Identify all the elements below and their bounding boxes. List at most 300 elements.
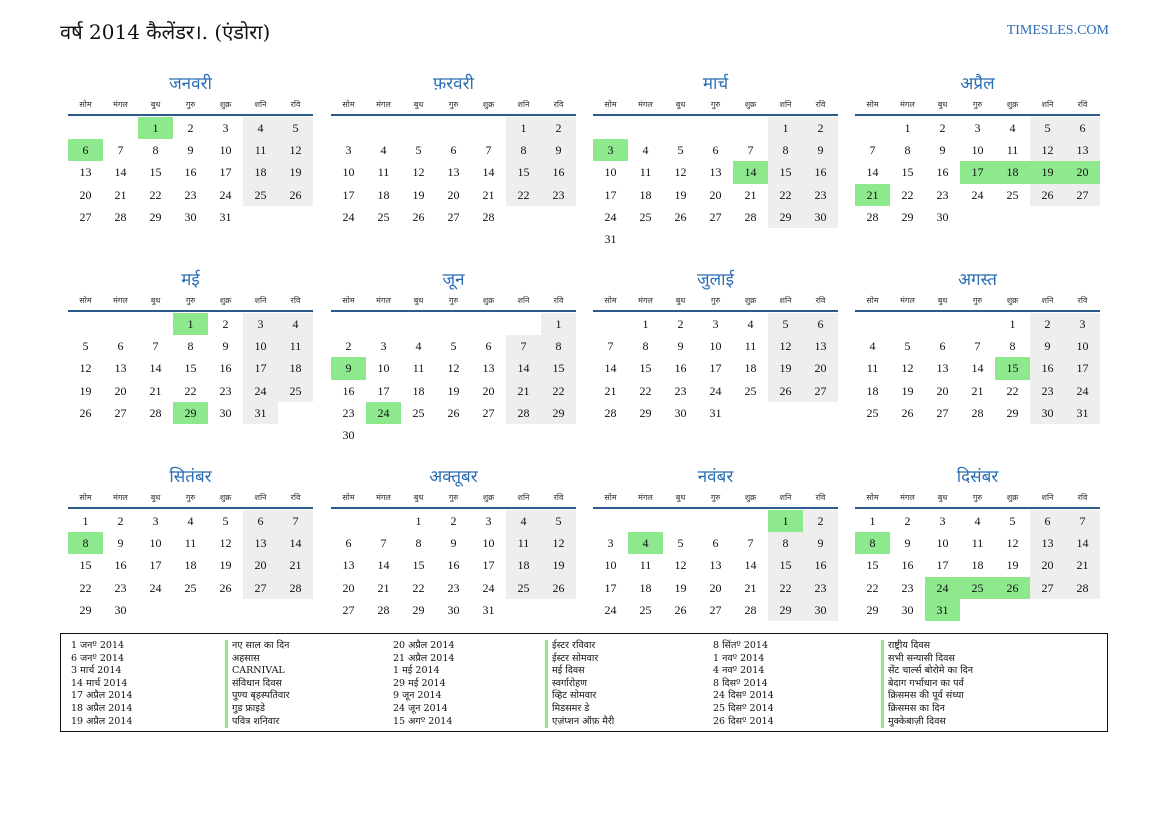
day-cell[interactable]: 3 (345, 143, 352, 158)
day-cell[interactable]: 12 (412, 165, 425, 180)
day-cell[interactable]: 12 (1030, 139, 1065, 161)
day-cell[interactable]: 5 (677, 143, 684, 158)
day-cell[interactable]: 9 (904, 536, 911, 551)
day-cell[interactable]: 6 (117, 339, 124, 354)
day-cell[interactable]: 15 (866, 558, 879, 573)
day-cell[interactable]: 9 (450, 536, 457, 551)
day-cell[interactable]: 11 (412, 361, 425, 376)
day-cell[interactable]: 25 (412, 405, 425, 420)
day-cell[interactable]: 13 (803, 335, 838, 357)
day-cell[interactable]: 10 (1065, 335, 1100, 357)
day-cell[interactable]: 28 (377, 602, 390, 617)
day-cell[interactable]: 8 (642, 339, 649, 354)
day-cell[interactable]: 23 (803, 184, 838, 206)
day-cell[interactable]: 30 (1030, 402, 1065, 424)
day-cell[interactable]: 25 (639, 602, 652, 617)
day-cell[interactable]: 20 (1065, 161, 1100, 183)
day-cell[interactable]: 17 (936, 558, 949, 573)
day-cell[interactable]: 21 (278, 554, 313, 576)
day-cell[interactable]: 11 (506, 532, 541, 554)
day-cell[interactable]: 13 (482, 361, 495, 376)
day-cell[interactable]: 19 (1006, 558, 1019, 573)
day-cell[interactable]: 24 (604, 602, 617, 617)
day-cell[interactable]: 4 (415, 339, 422, 354)
day-cell[interactable]: 17 (377, 383, 390, 398)
day-cell[interactable]: 18 (639, 187, 652, 202)
day-cell[interactable]: 23 (541, 184, 576, 206)
day-cell[interactable]: 2 (450, 514, 457, 528)
day-cell[interactable]: 24 (709, 383, 722, 398)
day-cell[interactable]: 19 (412, 187, 425, 202)
day-cell[interactable]: 30 (803, 206, 838, 228)
day-cell[interactable]: 12 (541, 532, 576, 554)
day-cell[interactable]: 19 (674, 187, 687, 202)
day-cell[interactable]: 15 (541, 357, 576, 379)
day-cell[interactable]: 8 (541, 335, 576, 357)
day-cell[interactable]: 21 (855, 184, 890, 206)
day-cell[interactable]: 19 (1030, 161, 1065, 183)
day-cell[interactable]: 20 (709, 580, 722, 595)
day-cell[interactable]: 3 (1065, 313, 1100, 335)
day-cell[interactable]: 8 (1009, 339, 1016, 354)
day-cell[interactable]: 19 (79, 383, 92, 398)
day-cell[interactable]: 22 (901, 187, 914, 202)
day-cell[interactable]: 29 (541, 402, 576, 424)
day-cell[interactable]: 18 (412, 383, 425, 398)
day-cell[interactable]: 27 (342, 602, 355, 617)
day-cell[interactable]: 29 (173, 402, 208, 424)
day-cell[interactable]: 31 (219, 209, 232, 224)
day-cell[interactable]: 4 (380, 143, 387, 158)
day-cell[interactable]: 7 (747, 143, 754, 158)
day-cell[interactable]: 16 (803, 161, 838, 183)
day-cell[interactable]: 4 (642, 143, 649, 158)
day-cell[interactable]: 5 (450, 339, 457, 354)
day-cell[interactable]: 22 (1006, 383, 1019, 398)
day-cell[interactable]: 4 (506, 510, 541, 532)
day-cell[interactable]: 19 (768, 357, 803, 379)
day-cell[interactable]: 2 (939, 121, 946, 135)
day-cell[interactable]: 28 (482, 209, 495, 224)
day-cell[interactable]: 6 (712, 536, 719, 551)
day-cell[interactable]: 25 (278, 380, 313, 402)
day-cell[interactable]: 24 (971, 187, 984, 202)
day-cell[interactable]: 5 (768, 313, 803, 335)
day-cell[interactable]: 26 (278, 184, 313, 206)
day-cell[interactable]: 3 (712, 317, 719, 331)
day-cell[interactable]: 16 (1030, 357, 1065, 379)
day-cell[interactable]: 27 (482, 405, 495, 420)
day-cell[interactable]: 11 (866, 361, 879, 376)
day-cell[interactable]: 13 (243, 532, 278, 554)
day-cell[interactable]: 26 (219, 580, 232, 595)
day-cell[interactable]: 9 (222, 339, 229, 354)
day-cell[interactable]: 2 (1030, 313, 1065, 335)
day-cell[interactable]: 18 (243, 161, 278, 183)
day-cell[interactable]: 1 (904, 121, 911, 135)
day-cell[interactable]: 5 (82, 339, 89, 354)
day-cell[interactable]: 28 (1065, 577, 1100, 599)
day-cell[interactable]: 21 (377, 580, 390, 595)
day-cell[interactable]: 13 (936, 361, 949, 376)
day-cell[interactable]: 1 (768, 510, 803, 532)
day-cell[interactable]: 27 (243, 577, 278, 599)
day-cell[interactable]: 5 (541, 510, 576, 532)
day-cell[interactable]: 7 (607, 339, 614, 354)
day-cell[interactable]: 16 (541, 161, 576, 183)
day-cell[interactable]: 15 (506, 161, 541, 183)
day-cell[interactable]: 12 (447, 361, 460, 376)
day-cell[interactable]: 3 (593, 139, 628, 161)
day-cell[interactable]: 2 (803, 510, 838, 532)
day-cell[interactable]: 22 (541, 380, 576, 402)
day-cell[interactable]: 15 (768, 161, 803, 183)
day-cell[interactable]: 16 (447, 558, 460, 573)
day-cell[interactable]: 12 (79, 361, 92, 376)
day-cell[interactable]: 11 (639, 558, 652, 573)
day-cell[interactable]: 26 (674, 209, 687, 224)
day-cell[interactable]: 24 (149, 580, 162, 595)
day-cell[interactable]: 15 (768, 554, 803, 576)
day-cell[interactable]: 20 (936, 383, 949, 398)
day-cell[interactable]: 7 (506, 335, 541, 357)
day-cell[interactable]: 12 (674, 165, 687, 180)
day-cell[interactable]: 2 (345, 339, 352, 354)
day-cell[interactable]: 6 (345, 536, 352, 551)
day-cell[interactable]: 14 (733, 161, 768, 183)
day-cell[interactable]: 17 (960, 161, 995, 183)
day-cell[interactable]: 26 (768, 380, 803, 402)
day-cell[interactable]: 21 (744, 187, 757, 202)
day-cell[interactable]: 9 (677, 339, 684, 354)
day-cell[interactable]: 12 (768, 335, 803, 357)
day-cell[interactable]: 7 (974, 339, 981, 354)
day-cell[interactable]: 1 (173, 313, 208, 335)
day-cell[interactable]: 8 (415, 536, 422, 551)
day-cell[interactable]: 13 (342, 558, 355, 573)
day-cell[interactable]: 3 (152, 514, 159, 528)
day-cell[interactable]: 11 (184, 536, 197, 551)
day-cell[interactable]: 7 (380, 536, 387, 551)
day-cell[interactable]: 23 (936, 187, 949, 202)
day-cell[interactable]: 15 (412, 558, 425, 573)
day-cell[interactable]: 10 (243, 335, 278, 357)
day-cell[interactable]: 21 (971, 383, 984, 398)
day-cell[interactable]: 12 (1006, 536, 1019, 551)
day-cell[interactable]: 30 (803, 599, 838, 621)
day-cell[interactable]: 19 (278, 161, 313, 183)
day-cell[interactable]: 20 (447, 187, 460, 202)
day-cell[interactable]: 12 (278, 139, 313, 161)
day-cell[interactable]: 4 (628, 532, 663, 554)
day-cell[interactable]: 8 (506, 139, 541, 161)
day-cell[interactable]: 29 (639, 405, 652, 420)
day-cell[interactable]: 11 (243, 139, 278, 161)
day-cell[interactable]: 9 (803, 532, 838, 554)
day-cell[interactable]: 19 (219, 558, 232, 573)
day-cell[interactable]: 6 (712, 143, 719, 158)
day-cell[interactable]: 10 (604, 558, 617, 573)
day-cell[interactable]: 17 (342, 187, 355, 202)
day-cell[interactable]: 22 (149, 187, 162, 202)
day-cell[interactable]: 3 (939, 514, 946, 528)
day-cell[interactable]: 25 (506, 577, 541, 599)
day-cell[interactable]: 21 (149, 383, 162, 398)
day-cell[interactable]: 22 (412, 580, 425, 595)
day-cell[interactable]: 23 (674, 383, 687, 398)
day-cell[interactable]: 21 (604, 383, 617, 398)
day-cell[interactable]: 20 (1030, 554, 1065, 576)
day-cell[interactable]: 14 (278, 532, 313, 554)
day-cell[interactable]: 11 (278, 335, 313, 357)
day-cell[interactable]: 7 (152, 339, 159, 354)
day-cell[interactable]: 14 (149, 361, 162, 376)
day-cell[interactable]: 17 (1065, 357, 1100, 379)
day-cell[interactable]: 31 (604, 231, 617, 246)
day-cell[interactable]: 27 (79, 209, 92, 224)
day-cell[interactable]: 26 (447, 405, 460, 420)
day-cell[interactable]: 16 (803, 554, 838, 576)
day-cell[interactable]: 11 (971, 536, 984, 551)
day-cell[interactable]: 3 (380, 339, 387, 354)
day-cell[interactable]: 29 (768, 206, 803, 228)
day-cell[interactable]: 31 (709, 405, 722, 420)
day-cell[interactable]: 16 (219, 361, 232, 376)
day-cell[interactable]: 16 (936, 165, 949, 180)
day-cell[interactable]: 26 (412, 209, 425, 224)
day-cell[interactable]: 1 (415, 514, 422, 528)
day-cell[interactable]: 15 (995, 357, 1030, 379)
day-cell[interactable]: 1 (768, 117, 803, 139)
day-cell[interactable]: 4 (187, 514, 194, 528)
day-cell[interactable]: 27 (1065, 184, 1100, 206)
day-cell[interactable]: 22 (866, 580, 879, 595)
day-cell[interactable]: 2 (803, 117, 838, 139)
day-cell[interactable]: 27 (709, 602, 722, 617)
day-cell[interactable]: 21 (482, 187, 495, 202)
day-cell[interactable]: 27 (447, 209, 460, 224)
day-cell[interactable]: 16 (342, 383, 355, 398)
day-cell[interactable]: 12 (901, 361, 914, 376)
day-cell[interactable]: 24 (243, 380, 278, 402)
day-cell[interactable]: 28 (744, 602, 757, 617)
day-cell[interactable]: 30 (674, 405, 687, 420)
day-cell[interactable]: 1 (138, 117, 173, 139)
day-cell[interactable]: 5 (278, 117, 313, 139)
day-cell[interactable]: 13 (447, 165, 460, 180)
day-cell[interactable]: 30 (901, 602, 914, 617)
day-cell[interactable]: 16 (114, 558, 127, 573)
day-cell[interactable]: 5 (677, 536, 684, 551)
day-cell[interactable]: 10 (971, 143, 984, 158)
day-cell[interactable]: 14 (506, 357, 541, 379)
day-cell[interactable]: 22 (79, 580, 92, 595)
day-cell[interactable]: 6 (939, 339, 946, 354)
day-cell[interactable]: 9 (541, 139, 576, 161)
day-cell[interactable]: 10 (149, 536, 162, 551)
day-cell[interactable]: 6 (1030, 510, 1065, 532)
day-cell[interactable]: 18 (639, 580, 652, 595)
day-cell[interactable]: 28 (149, 405, 162, 420)
day-cell[interactable]: 26 (1030, 184, 1065, 206)
day-cell[interactable]: 2 (117, 514, 124, 528)
site-link[interactable]: TIMESLES.COM (1006, 23, 1109, 38)
day-cell[interactable]: 8 (904, 143, 911, 158)
day-cell[interactable]: 25 (960, 577, 995, 599)
day-cell[interactable]: 18 (866, 383, 879, 398)
day-cell[interactable]: 3 (222, 121, 229, 135)
day-cell[interactable]: 10 (709, 339, 722, 354)
day-cell[interactable]: 15 (639, 361, 652, 376)
day-cell[interactable]: 13 (114, 361, 127, 376)
day-cell[interactable]: 26 (674, 602, 687, 617)
day-cell[interactable]: 23 (803, 577, 838, 599)
day-cell[interactable]: 19 (447, 383, 460, 398)
day-cell[interactable]: 28 (866, 209, 879, 224)
day-cell[interactable]: 14 (114, 165, 127, 180)
day-cell[interactable]: 6 (1065, 117, 1100, 139)
day-cell[interactable]: 6 (243, 510, 278, 532)
day-cell[interactable]: 2 (677, 317, 684, 331)
day-cell[interactable]: 21 (114, 187, 127, 202)
day-cell[interactable]: 9 (939, 143, 946, 158)
day-cell[interactable]: 9 (187, 143, 194, 158)
day-cell[interactable]: 31 (1065, 402, 1100, 424)
day-cell[interactable]: 24 (925, 577, 960, 599)
day-cell[interactable]: 21 (506, 380, 541, 402)
day-cell[interactable]: 4 (278, 313, 313, 335)
day-cell[interactable]: 30 (114, 602, 127, 617)
day-cell[interactable]: 31 (482, 602, 495, 617)
day-cell[interactable]: 10 (219, 143, 232, 158)
day-cell[interactable]: 25 (243, 184, 278, 206)
day-cell[interactable]: 7 (278, 510, 313, 532)
day-cell[interactable]: 23 (114, 580, 127, 595)
day-cell[interactable]: 8 (152, 143, 159, 158)
day-cell[interactable]: 17 (243, 357, 278, 379)
day-cell[interactable]: 24 (482, 580, 495, 595)
day-cell[interactable]: 8 (68, 532, 103, 554)
day-cell[interactable]: 29 (412, 602, 425, 617)
day-cell[interactable]: 18 (995, 161, 1030, 183)
day-cell[interactable]: 8 (768, 139, 803, 161)
day-cell[interactable]: 26 (79, 405, 92, 420)
day-cell[interactable]: 14 (377, 558, 390, 573)
day-cell[interactable]: 14 (482, 165, 495, 180)
day-cell[interactable]: 7 (117, 143, 124, 158)
day-cell[interactable]: 7 (485, 143, 492, 158)
day-cell[interactable]: 6 (485, 339, 492, 354)
day-cell[interactable]: 26 (995, 577, 1030, 599)
day-cell[interactable]: 20 (114, 383, 127, 398)
day-cell[interactable]: 31 (243, 402, 278, 424)
day-cell[interactable]: 5 (1009, 514, 1016, 528)
day-cell[interactable]: 13 (79, 165, 92, 180)
day-cell[interactable]: 24 (219, 187, 232, 202)
day-cell[interactable]: 25 (866, 405, 879, 420)
day-cell[interactable]: 1 (869, 514, 876, 528)
day-cell[interactable]: 30 (936, 209, 949, 224)
day-cell[interactable]: 23 (901, 580, 914, 595)
day-cell[interactable]: 22 (506, 184, 541, 206)
day-cell[interactable]: 15 (184, 361, 197, 376)
day-cell[interactable]: 2 (541, 117, 576, 139)
day-cell[interactable]: 27 (709, 209, 722, 224)
day-cell[interactable]: 19 (541, 554, 576, 576)
day-cell[interactable]: 15 (901, 165, 914, 180)
day-cell[interactable]: 17 (219, 165, 232, 180)
day-cell[interactable]: 17 (604, 580, 617, 595)
day-cell[interactable]: 20 (79, 187, 92, 202)
day-cell[interactable]: 24 (366, 402, 401, 424)
day-cell[interactable]: 24 (604, 209, 617, 224)
day-cell[interactable]: 20 (803, 357, 838, 379)
day-cell[interactable]: 12 (219, 536, 232, 551)
day-cell[interactable]: 10 (377, 361, 390, 376)
day-cell[interactable]: 7 (869, 143, 876, 158)
day-cell[interactable]: 28 (971, 405, 984, 420)
day-cell[interactable]: 4 (869, 339, 876, 354)
day-cell[interactable]: 29 (1006, 405, 1019, 420)
day-cell[interactable]: 24 (342, 209, 355, 224)
day-cell[interactable]: 17 (604, 187, 617, 202)
day-cell[interactable]: 20 (342, 580, 355, 595)
day-cell[interactable]: 29 (901, 209, 914, 224)
day-cell[interactable]: 9 (1030, 335, 1065, 357)
day-cell[interactable]: 4 (747, 317, 754, 331)
day-cell[interactable]: 7 (1065, 510, 1100, 532)
day-cell[interactable]: 26 (901, 405, 914, 420)
day-cell[interactable]: 17 (149, 558, 162, 573)
day-cell[interactable]: 5 (1030, 117, 1065, 139)
day-cell[interactable]: 15 (149, 165, 162, 180)
day-cell[interactable]: 10 (342, 165, 355, 180)
day-cell[interactable]: 25 (184, 580, 197, 595)
day-cell[interactable]: 21 (1065, 554, 1100, 576)
day-cell[interactable]: 27 (1030, 577, 1065, 599)
day-cell[interactable]: 3 (485, 514, 492, 528)
day-cell[interactable]: 6 (450, 143, 457, 158)
day-cell[interactable]: 29 (149, 209, 162, 224)
day-cell[interactable]: 18 (278, 357, 313, 379)
day-cell[interactable]: 14 (866, 165, 879, 180)
day-cell[interactable]: 3 (243, 313, 278, 335)
day-cell[interactable]: 22 (639, 383, 652, 398)
day-cell[interactable]: 10 (482, 536, 495, 551)
day-cell[interactable]: 19 (674, 580, 687, 595)
day-cell[interactable]: 17 (709, 361, 722, 376)
day-cell[interactable]: 23 (342, 405, 355, 420)
day-cell[interactable]: 13 (709, 165, 722, 180)
day-cell[interactable]: 9 (117, 536, 124, 551)
day-cell[interactable]: 18 (377, 187, 390, 202)
day-cell[interactable]: 11 (744, 339, 757, 354)
day-cell[interactable]: 28 (114, 209, 127, 224)
day-cell[interactable]: 27 (114, 405, 127, 420)
day-cell[interactable]: 1 (642, 317, 649, 331)
day-cell[interactable]: 10 (936, 536, 949, 551)
day-cell[interactable]: 5 (904, 339, 911, 354)
day-cell[interactable]: 12 (674, 558, 687, 573)
day-cell[interactable]: 1 (82, 514, 89, 528)
day-cell[interactable]: 13 (709, 558, 722, 573)
day-cell[interactable]: 23 (219, 383, 232, 398)
day-cell[interactable]: 18 (744, 361, 757, 376)
day-cell[interactable]: 22 (184, 383, 197, 398)
day-cell[interactable]: 28 (744, 209, 757, 224)
day-cell[interactable]: 25 (377, 209, 390, 224)
day-cell[interactable]: 28 (278, 577, 313, 599)
